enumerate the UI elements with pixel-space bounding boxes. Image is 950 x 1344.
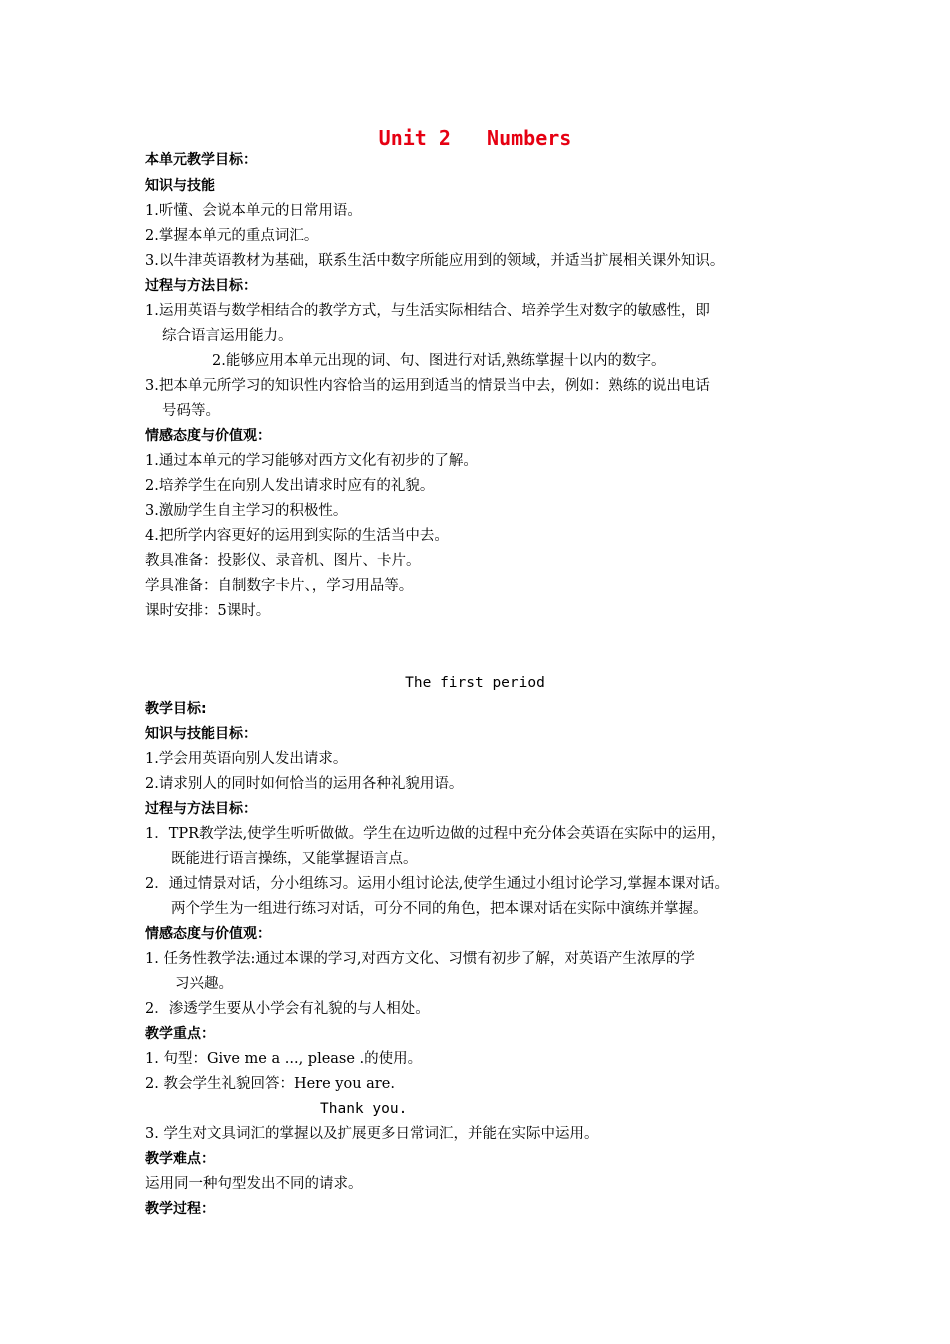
process-goals-heading: 过程与方法目标： [145,278,257,294]
teaching-process-heading: 教学过程： [145,1201,215,1217]
teacher-tools: 教具准备：投影仪、录音机、图片、卡片。 [145,553,421,569]
period-attitude-item: 1. 任务性教学法:通过本课的学习,对西方文化、习惯有初步了解，对英语产生浓厚的学 [145,951,695,967]
difficulty-heading: 教学难点： [145,1151,215,1167]
period-attitude-item: 2．渗透学生要从小学会有礼貌的与人相处。 [145,1001,430,1017]
knowledge-item: 1.听懂、会说本单元的日常用语。 [145,203,362,219]
period-process-heading: 过程与方法目标： [145,801,257,817]
period-process-item: 2．通过情景对话，分小组练习。运用小组讨论法,使学生通过小组讨论学习,掌握本课对话。 [145,876,729,892]
student-tools: 学具准备：自制数字卡片、，学习用品等。 [145,578,414,594]
key-point-item: 2. 教会学生礼貌回答：Here you are. [145,1076,395,1092]
period-knowledge-item: 2.请求别人的同时如何恰当的运用各种礼貌用语。 [145,776,464,792]
process-item: 1.运用英语与数学相结合的教学方式，与生活实际相结合、培养学生对数字的敏感性，即 [145,303,710,319]
process-item: 2.能够应用本单元出现的词、句、图进行对话,熟练掌握十以内的数字。 [212,353,666,369]
key-point-item: 3. 学生对文具词汇的掌握以及扩展更多日常词汇，并能在实际中运用。 [145,1126,599,1142]
process-item-continuation: 号码等。 [162,403,220,419]
process-item-continuation: 综合语言运用能力。 [162,328,293,344]
key-point-item: 1. 句型：Give me a ..., please .的使用。 [145,1051,423,1067]
difficulty-item: 运用同一种句型发出不同的请求。 [145,1176,363,1192]
attitude-item: 3.激励学生自主学习的积极性。 [145,503,348,519]
period-goals-heading: 教学目标: [145,701,207,717]
unit-goals-heading: 本单元教学目标： [145,152,257,168]
attitude-item: 2.培养学生在向别人发出请求时应有的礼貌。 [145,478,435,494]
period-process-continuation: 既能进行语言操练，又能掌握语言点。 [171,851,418,867]
period-knowledge-heading: 知识与技能目标： [145,726,257,742]
period-attitude-continuation: 习兴趣。 [175,976,233,992]
key-points-heading: 教学重点： [145,1026,215,1042]
knowledge-item: 2.掌握本单元的重点词汇。 [145,228,319,244]
period-knowledge-item: 1.学会用英语向别人发出请求。 [145,751,348,767]
period-process-item: 1．TPR教学法,使学生听听做做。学生在边听边做的过程中充分体会英语在实际中的运用， [145,826,726,842]
period-heading: The first period [405,675,545,691]
schedule: 课时安排：5课时。 [145,603,271,619]
attitude-item: 4.把所学内容更好的运用到实际的生活当中去。 [145,528,449,544]
period-attitude-heading: 情感态度与价值观： [145,926,271,942]
attitude-heading: 情感态度与价值观： [145,428,271,444]
attitude-item: 1.通过本单元的学习能够对西方文化有初步的了解。 [145,453,478,469]
period-process-continuation: 两个学生为一组进行练习对话，可分不同的角色，把本课对话在实际中演练并掌握。 [171,901,708,917]
key-point-continuation: Thank you. [320,1101,408,1117]
document-title: Unit 2 Numbers [378,126,572,150]
knowledge-skills-heading: 知识与技能 [145,178,215,194]
process-item: 3.把本单元所学习的知识性内容恰当的运用到适当的情景当中去，例如：熟练的说出电话 [145,378,710,394]
knowledge-item: 3.以牛津英语教材为基础，联系生活中数字所能应用到的领域，并适当扩展相关课外知识。 [145,253,725,269]
